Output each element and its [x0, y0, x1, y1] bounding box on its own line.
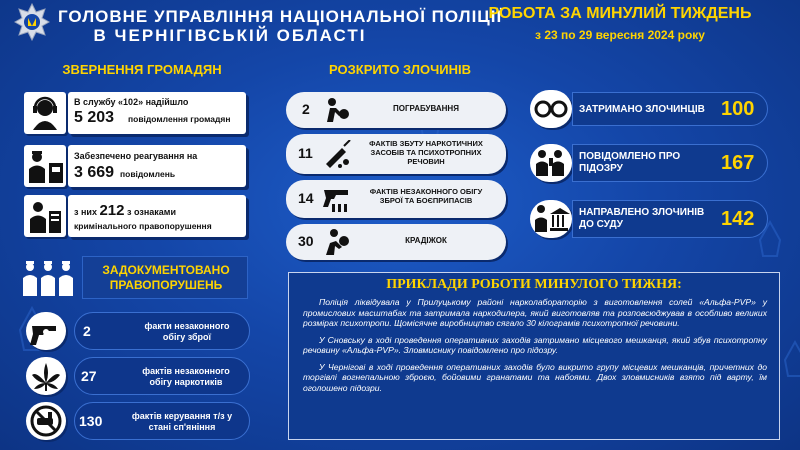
court-value: 142 [721, 208, 755, 230]
gun-icon-box [26, 312, 66, 350]
police-group-icon [18, 258, 78, 298]
criminal-line1-wrap [74, 202, 176, 219]
header-title-line1: ГОЛОВНЕ УПРАВЛІННЯ НАЦІОНАЛЬНОЇ ПОЛІЦІЇ [58, 7, 503, 26]
robbery-icon [322, 96, 352, 124]
arms-label: ФАКТІВ НЕЗАКОННОГО ОБІГУ ЗБРОЇ ТА БОЄПРИПАСІВ [369, 187, 483, 205]
drugs-label: фактів незаконного обігу наркотиків [142, 366, 230, 387]
no-drunk-driving-icon [26, 402, 66, 440]
examples-heading: ПРИКЛАДИ РОБОТИ МИНУЛОГО ТИЖНЯ: [386, 277, 682, 292]
cannabis-leaf-icon [26, 357, 66, 395]
example-paragraph-1: Поліція ліквідувала у Прилуцькому районі нарколабораторію з виготовлення солей «Альфа-PVP» у промислових масштабах та затримала наркодилера, який виготовляв та розповсюджував в особливо великих розмірах психотропи. Щомісячне виробництво сягало 30 кілограмів психотропної речовини. [303, 297, 767, 328]
citizens-heading: ЗВЕРНЕННЯ ГРОМАДЯН [62, 62, 222, 77]
documented-heading: ЗАДОКУМЕНТОВАНО ПРАВОПОРУШЕНЬ [102, 263, 230, 292]
handcuffs-icon [530, 90, 572, 128]
robbery-label: ПОГРАБУВАННЯ [393, 104, 459, 113]
solved-item-thefts [286, 224, 506, 260]
stat-court [572, 200, 768, 238]
weapons-label: факти незаконного обігу зброї [144, 321, 230, 342]
calls-102-line1: В службу «102» надійшло [74, 97, 189, 107]
drunk-driving-value: 130 [79, 413, 103, 429]
investigator-icon [24, 195, 66, 237]
criminal-line1: з ознаками [127, 207, 176, 217]
drug-icon-box [26, 357, 66, 395]
solved-heading: РОЗКРИТО ЗЛОЧИНІВ [329, 62, 471, 77]
drunk-driving-label: фактів керування т/з у стані сп'яніння [131, 411, 233, 432]
court-label: НАПРАВЛЕНО ЗЛОЧИНІВ ДО СУДУ [579, 207, 705, 230]
suspicion-icon-box [530, 144, 572, 182]
patrol-officer-icon [24, 145, 66, 187]
drug-sales-value: 11 [298, 145, 313, 161]
response-line2: повідомлень [120, 169, 176, 179]
no-drink-icon-box [26, 402, 66, 440]
thefts-value: 30 [298, 233, 314, 249]
calls-102-card [68, 92, 246, 134]
solved-item-drug-sales [286, 134, 506, 174]
solved-item-robbery [286, 92, 506, 128]
revolver-icon [26, 312, 66, 350]
suspicion-value: 167 [721, 152, 755, 174]
criminal-offences-card [68, 195, 246, 237]
stat-suspicion [572, 144, 768, 182]
report-period: з 23 по 29 вересня 2024 року [535, 28, 705, 42]
examples-panel [288, 272, 780, 440]
documented-item-drugs [74, 357, 250, 395]
calls-102-number: 5 203 [74, 109, 115, 126]
examples-body [303, 297, 767, 399]
drug-sales-label: ФАКТІВ ЗБУТУ НАРКОТИЧНИХ ЗАСОБІВ ТА ПСИХОТРОПНИХ РЕЧОВИН [369, 139, 483, 166]
criminal-icon-box [24, 195, 66, 237]
handcuffs-icon-box [530, 90, 572, 128]
thief-icon [320, 227, 350, 257]
thefts-label: КРАДІЖОК [405, 236, 447, 245]
criminal-number: 212 [99, 202, 125, 219]
syringe-icon [322, 140, 352, 168]
detained-value: 100 [721, 98, 755, 120]
response-line1: Забезпечено реагування на [74, 151, 198, 161]
call-operator-icon [24, 92, 66, 134]
courthouse-icon [530, 200, 572, 238]
documented-item-weapons [74, 312, 250, 350]
suspect-notice-icon [530, 144, 572, 182]
example-paragraph-3: У Чернігові в ході проведення оперативних заходів було викрито групу місцевих мешканців, причетних до торгівлі вогнепальною зброєю, бойовими гранатами та набоями. Двох зловмисників взято під варту, їм оголошено підозри. [303, 361, 767, 393]
documented-heading-box [82, 256, 248, 299]
robbery-value: 2 [302, 101, 310, 117]
stat-detained [572, 92, 768, 126]
court-icon-box [530, 200, 572, 238]
header-title-line2: В ЧЕРНІГІВСЬКІЙ ОБЛАСТІ [93, 26, 367, 45]
pistol-ammo-icon [322, 184, 354, 214]
criminal-line2: кримінального правопорушення [74, 221, 212, 231]
patrol-icon-box [24, 145, 66, 187]
solved-item-arms [286, 180, 506, 218]
example-paragraph-2: У Сновську в ході проведення оперативних заходів затримано місцевого мешканця, який збув психотропну речовину «Альфа-PVP». Зловмиснику повідомлено про підозру. [303, 334, 767, 355]
documented-item-drunk-driving [74, 402, 250, 440]
operator-icon-box [24, 92, 66, 134]
response-number: 3 669 [74, 164, 115, 181]
criminal-prefix: з них [74, 207, 97, 217]
suspicion-label: ПОВІДОМЛЕНО ПРО ПІДОЗРУ [579, 151, 681, 174]
detained-label: ЗАТРИМАНО ЗЛОЧИНЦІВ [579, 104, 705, 115]
report-title: РОБОТА ЗА МИНУЛИЙ ТИЖДЕНЬ [488, 5, 752, 22]
response-card [68, 145, 246, 187]
drugs-value: 27 [81, 368, 97, 384]
police-badge-icon [14, 3, 50, 41]
arms-value: 14 [298, 190, 314, 206]
calls-102-line2: повідомлення громадян [128, 114, 231, 124]
weapons-value: 2 [83, 323, 91, 339]
